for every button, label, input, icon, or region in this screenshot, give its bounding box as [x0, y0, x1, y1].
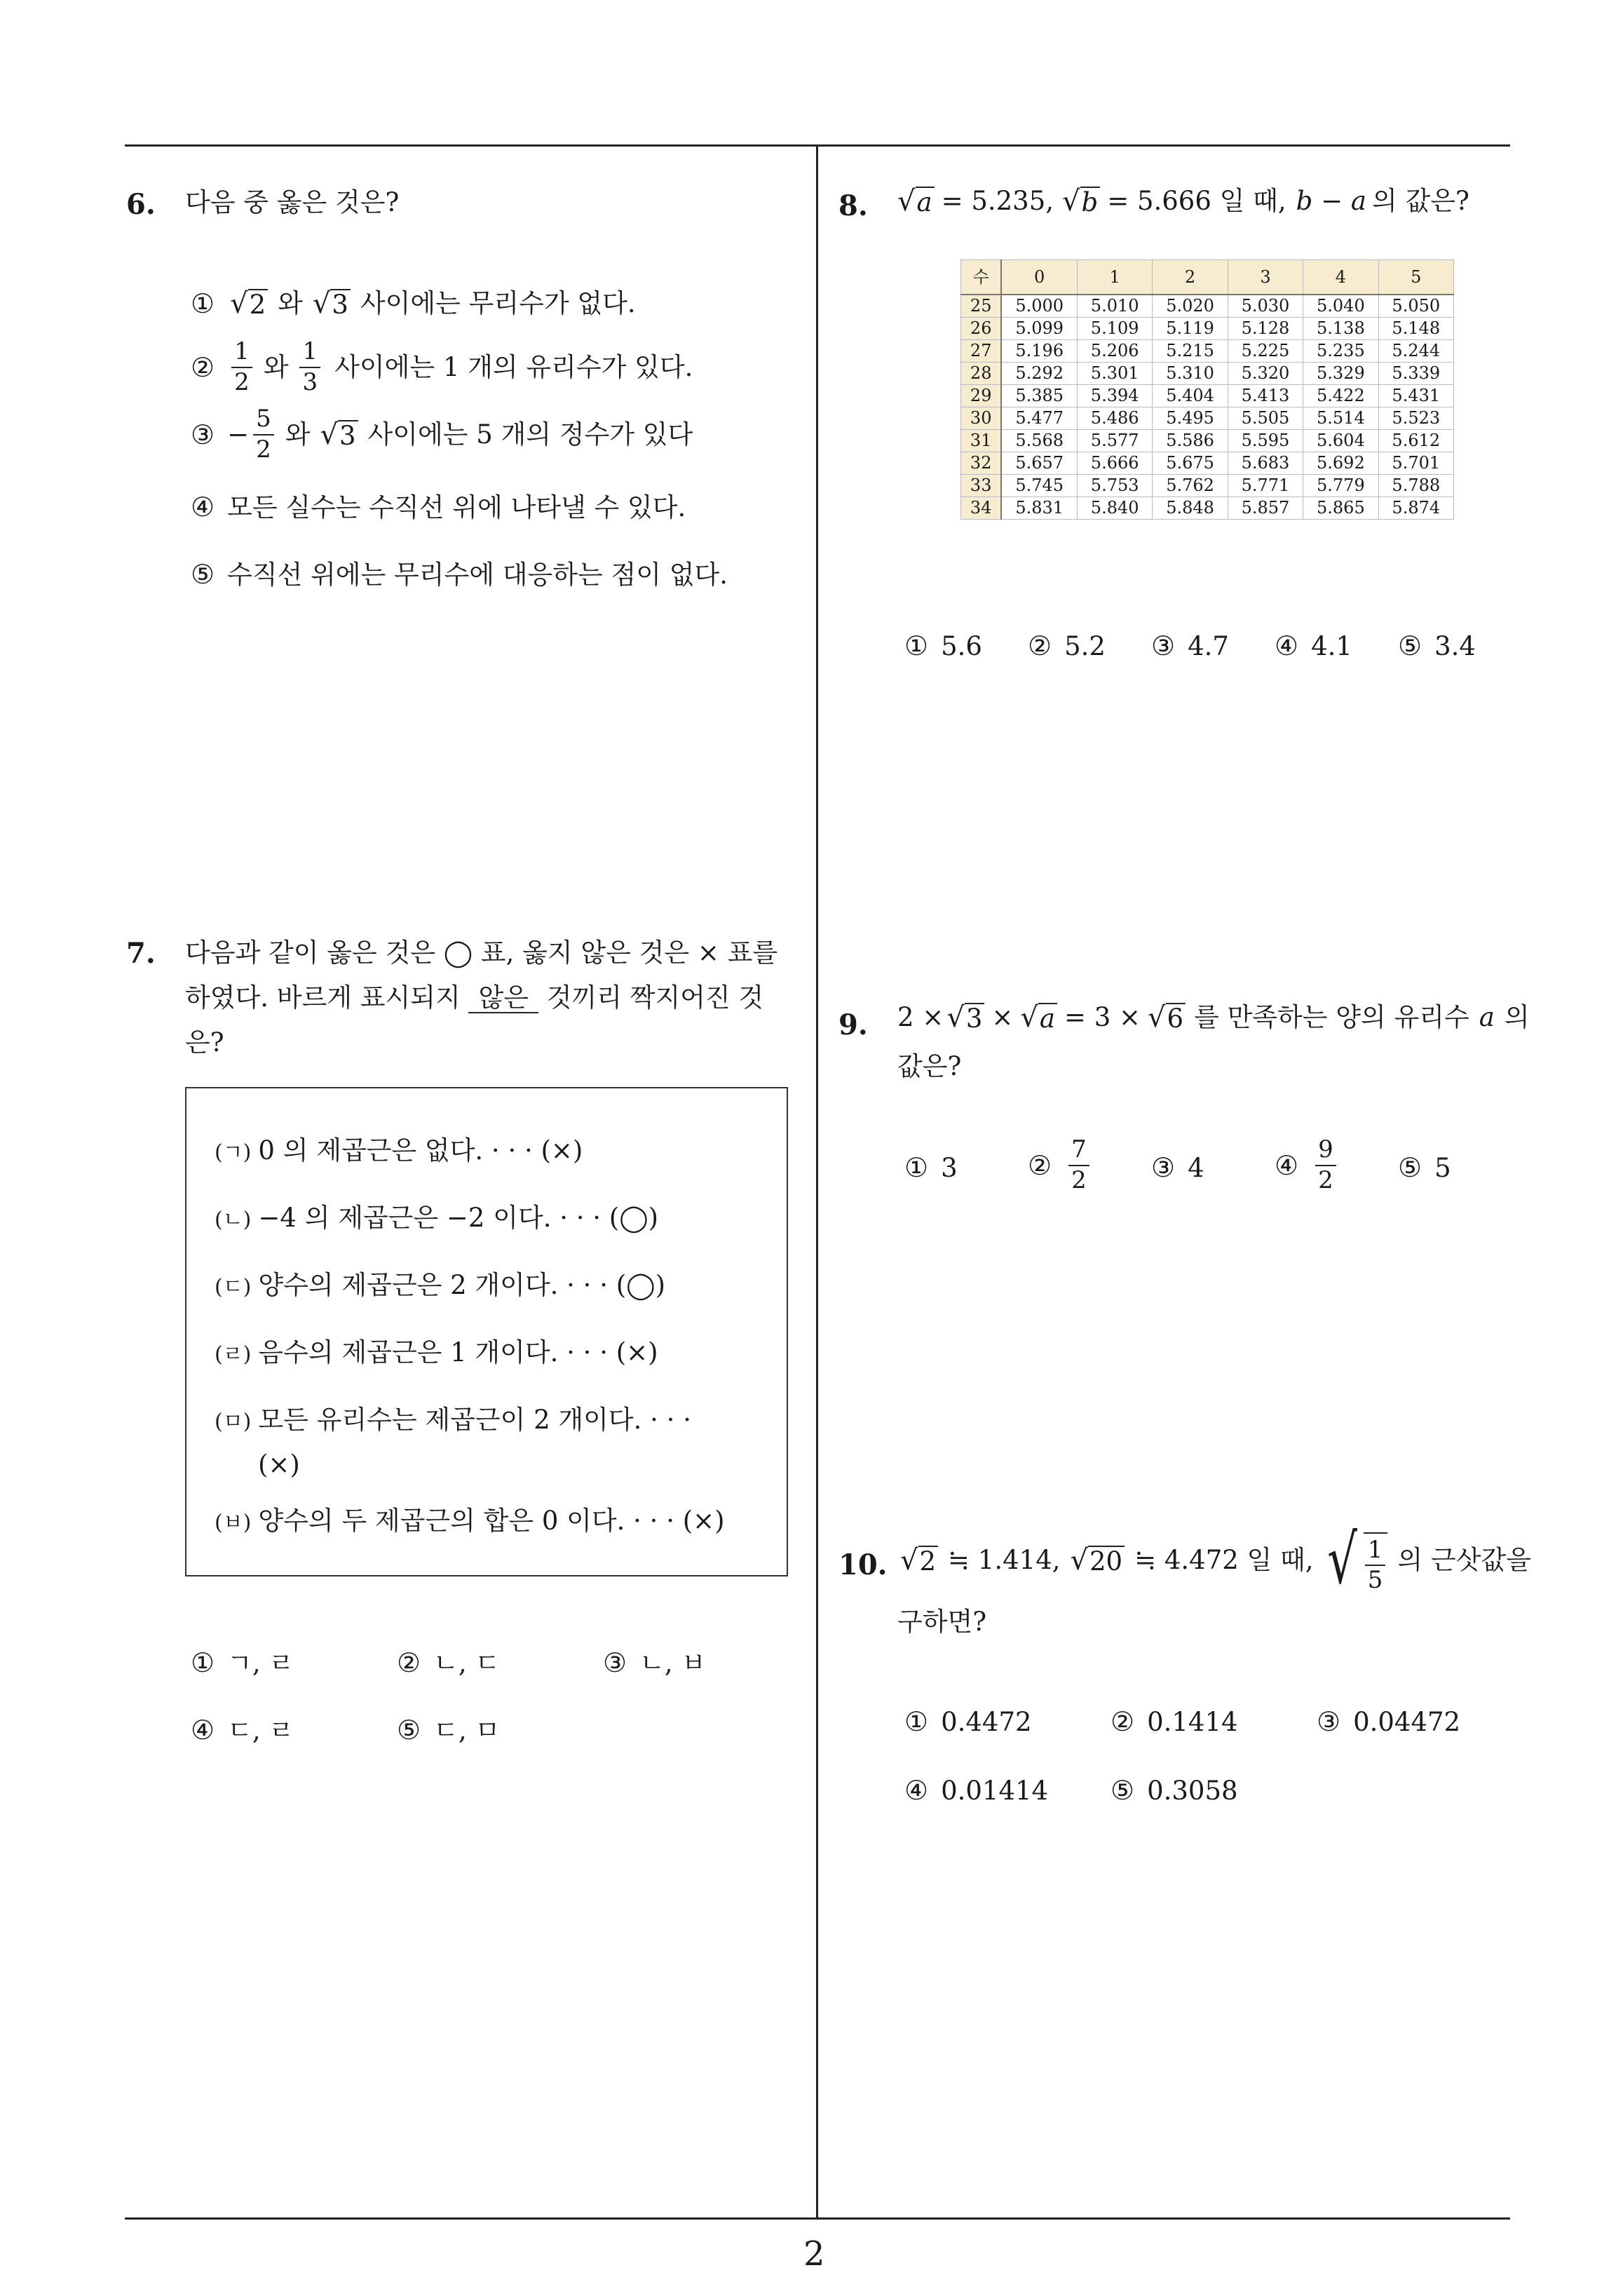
choice-2[interactable]: ② 5.2	[1028, 630, 1106, 661]
choice-mark: ②	[191, 351, 215, 383]
table-row: 32 5.657 5.666 5.675 5.683 5.692 5.701	[961, 452, 1454, 475]
sqrt-expression: √ 3	[320, 420, 358, 449]
choice-3[interactable]: ③ 4	[1151, 1152, 1204, 1183]
fraction: $\frac{7}{2}$	[1068, 1137, 1089, 1193]
table-row: 28 5.292 5.301 5.310 5.320 5.329 5.339	[961, 363, 1454, 385]
choice-1[interactable]: ① 5.6	[904, 630, 982, 661]
statement-item: (ㄷ) 양수의 제곱근은 2 개이다. · · · (◯)	[215, 1270, 666, 1300]
choice-4[interactable]: ④ 0.01414	[904, 1775, 1049, 1806]
statement-item: (ㄹ) 음수의 제곱근은 1 개이다. · · · (×)	[215, 1337, 658, 1368]
question-number: 7.	[126, 937, 156, 970]
choice-mark: ⑤	[191, 559, 215, 590]
question-prompt-line2: 하였다. 바르게 표시되지 않은 것끼리 짝지어진 것	[185, 982, 764, 1013]
choice-2[interactable]	[191, 339, 693, 395]
table-row: 26 5.099 5.109 5.119 5.128 5.138 5.148	[961, 318, 1454, 340]
sqrt-expression: √ 2	[230, 289, 268, 318]
fraction: $\frac{5}{2}$	[253, 407, 274, 462]
table-row: 33 5.745 5.753 5.762 5.771 5.779 5.788	[961, 475, 1454, 497]
choice-3[interactable]: ③ 0.04472	[1317, 1706, 1461, 1737]
choice-2[interactable]: ② $\frac{7}{2}$	[1028, 1137, 1094, 1193]
question-number: 9.	[838, 1008, 868, 1041]
choice-2[interactable]: ② 0.1414	[1111, 1706, 1238, 1737]
question-prompt-line1: √ 2 ≒ 1.414, √ 20 ≒ 4.472 일 때, √ $\frac{1}{5}$ 의 근삿값을	[900, 1520, 1531, 1599]
question-prompt: √ a = 5.235, √ b = 5.666 일 때, b − a 의 값은?	[897, 185, 1469, 217]
column-divider	[816, 144, 818, 2219]
question-prompt-line2: 구하면?	[897, 1607, 987, 1637]
choice-4[interactable]: ④ ㄷ, ㄹ	[191, 1715, 294, 1745]
choice-3[interactable]: ③ 4.7	[1151, 630, 1229, 661]
question-number: 8.	[838, 189, 868, 222]
fraction: $\frac{1}{3}$	[299, 339, 320, 395]
bottom-rule	[125, 2217, 1510, 2220]
fraction: $\frac{9}{2}$	[1315, 1137, 1336, 1193]
question-prompt-line3: 은?	[185, 1027, 224, 1058]
conj: 와	[263, 352, 289, 383]
minus-sign: −	[227, 419, 250, 450]
choice-text: 모든 실수는 수직선 위에 나타낼 수 있다.	[227, 492, 686, 522]
question-prompt-line1: 2 × √ 3 × √ a = 3 × √ 6 를 만족하는 양의 유리수 a 의	[897, 1001, 1530, 1034]
conj: 와	[278, 288, 303, 318]
choice-5[interactable]	[191, 561, 728, 588]
choice-2[interactable]: ② ㄴ, ㄷ	[397, 1647, 501, 1678]
table-row: 27 5.196 5.206 5.215 5.225 5.235 5.244	[961, 340, 1454, 363]
sqrt-expression: √ 3	[313, 289, 351, 318]
choice-text: 사이에는 무리수가 없다.	[360, 288, 636, 318]
page-number: 2	[803, 2234, 825, 2274]
table-row: 31 5.568 5.577 5.586 5.595 5.604 5.612	[961, 430, 1454, 452]
statement-item: (ㄴ) −4 의 제곱근은 −2 이다. · · · (◯)	[215, 1203, 659, 1233]
statement-item: (ㅂ) 양수의 두 제곱근의 합은 0 이다. · · · (×)	[215, 1506, 725, 1536]
choice-mark: ③	[191, 419, 215, 450]
choice-text: 사이에는 5 개의 정수가 있다	[367, 419, 693, 450]
choice-5[interactable]: ⑤ 0.3058	[1111, 1775, 1238, 1806]
question-prompt: 다음 중 옳은 것은?	[185, 187, 400, 217]
choice-5[interactable]: ⑤ 5	[1398, 1152, 1451, 1183]
choice-1[interactable]: ① 3	[904, 1152, 958, 1183]
conj: 와	[285, 419, 311, 450]
choice-1[interactable]: ① ㄱ, ㄹ	[191, 1647, 294, 1678]
question-prompt-line1: 다음과 같이 옳은 것은 ◯ 표, 옳지 않은 것은 × 표를	[185, 938, 778, 968]
choice-mark: ①	[191, 288, 215, 319]
statement-item-continuation: (×)	[258, 1450, 300, 1480]
question-number: 10.	[838, 1548, 888, 1581]
statement-item: (ㄱ) 0 의 제곱근은 없다. · · · (×)	[215, 1135, 583, 1166]
statement-item: (ㅁ) 모든 유리수는 제곱근이 2 개이다. · · ·	[215, 1405, 691, 1435]
choice-text: 수직선 위에는 무리수에 대응하는 점이 없다.	[227, 559, 728, 590]
choice-mark: ④	[191, 492, 215, 522]
table-row: 34 5.831 5.840 5.848 5.857 5.865 5.874	[961, 497, 1454, 520]
question-number: 6.	[126, 188, 156, 221]
choice-5[interactable]: ⑤ ㄷ, ㅁ	[397, 1715, 501, 1745]
table-row: 29 5.385 5.394 5.404 5.413 5.422 5.431	[961, 385, 1454, 407]
choice-1[interactable]	[191, 289, 636, 318]
choice-4[interactable]: ④ $\frac{9}{2}$	[1275, 1137, 1340, 1193]
table-row: 25 5.000 5.010 5.020 5.030 5.040 5.050	[961, 295, 1454, 318]
choice-4[interactable]: ④ 4.1	[1275, 630, 1352, 661]
table-row: 30 5.477 5.486 5.495 5.505 5.514 5.523	[961, 407, 1454, 430]
choice-1[interactable]: ① 0.4472	[904, 1706, 1032, 1737]
square-root-table: 수 0 1 2 3 4 5 25 5.000 5.010 5.020 5.030 5.040 5.050 26 5.099 5.109 5.119 5.128 5.138 5.148 27 5.196 5.206 5.215 5.225 5.235 5.244 28 5.292 5.301 5.310 5.320 5.329 5.339 29 5.385 5.394 5.404 5.413 5.422 5.431 30 5.477 5.486 5.495 5.505 5.514 5.523 31 5.568 5.577 5.586 5.595 5.604 5.612 32 5.657 5.666 5.675 5.683 5.692 5.701 33 5.745 5.753 5.762 5.771 5.779 5.788 34 5.831 5.840 5.848 5.857 5.865 5.874	[960, 259, 1454, 520]
underlined-word: 않은	[468, 985, 538, 1013]
fraction: $\frac{1}{2}$	[231, 339, 252, 395]
choice-3[interactable]	[191, 407, 693, 462]
choice-4[interactable]	[191, 494, 686, 520]
choice-3[interactable]: ③ ㄴ, ㅂ	[603, 1647, 707, 1678]
question-prompt-line2: 값은?	[897, 1051, 962, 1081]
choice-5[interactable]: ⑤ 3.4	[1398, 630, 1476, 661]
choice-text: 사이에는 1 개의 유리수가 있다.	[334, 352, 693, 383]
